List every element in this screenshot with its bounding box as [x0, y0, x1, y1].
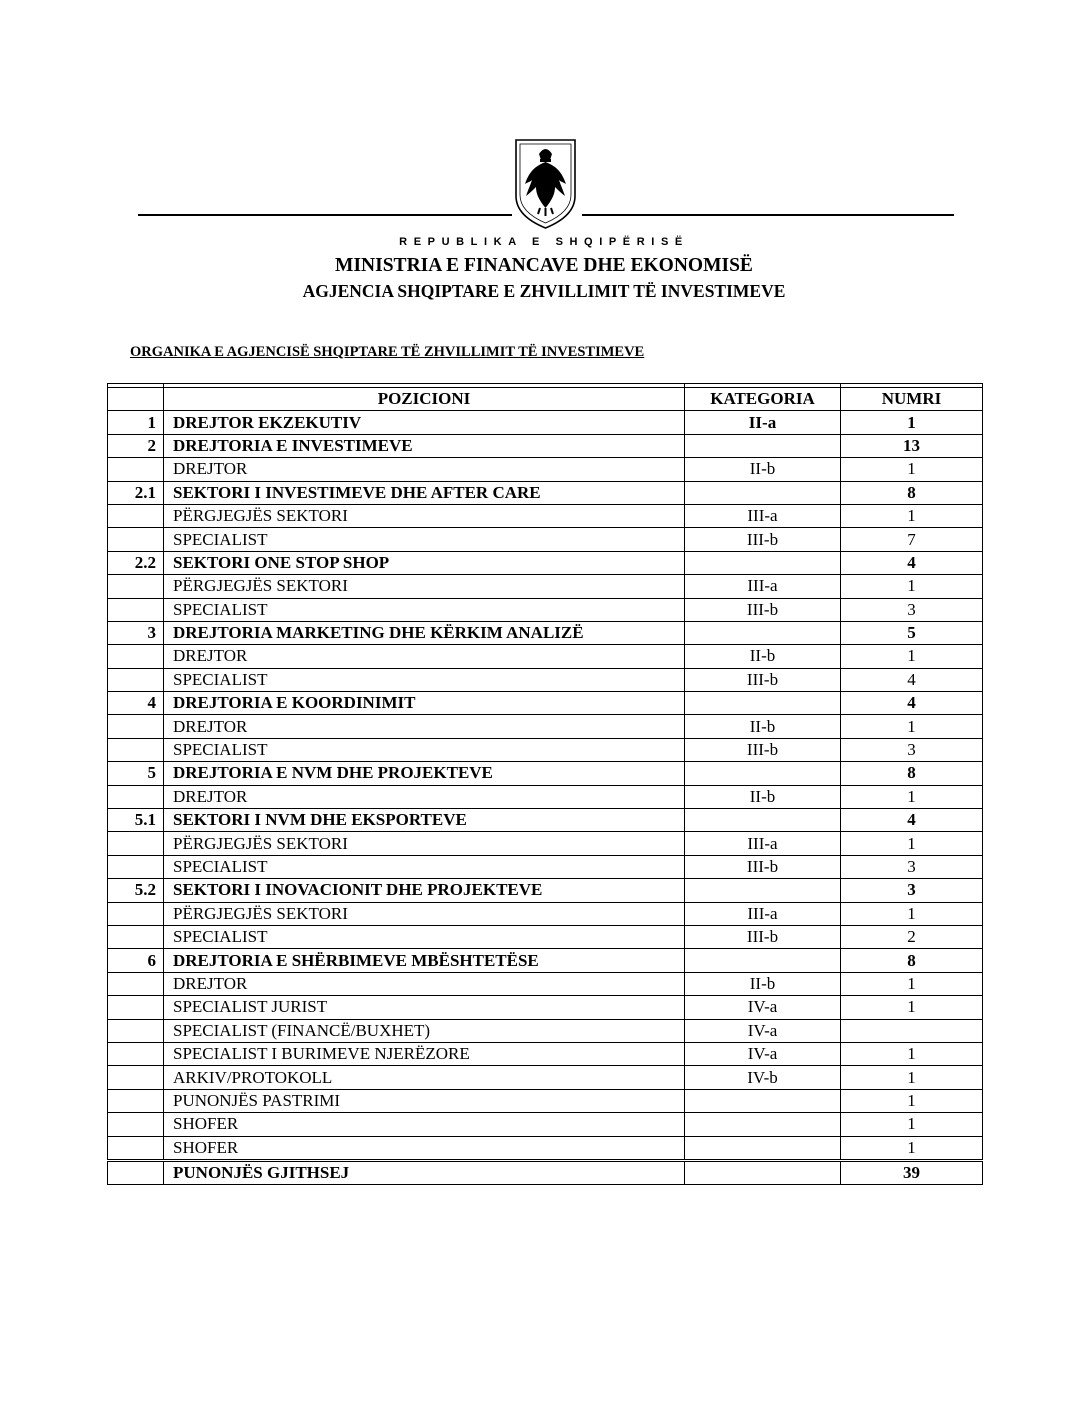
row-pozicioni: DREJTORIA MARKETING DHE KËRKIM ANALIZË [164, 621, 685, 644]
row-pozicioni: DREJTOR [164, 645, 685, 668]
table-row [108, 1019, 983, 1042]
row-number [108, 575, 164, 598]
row-number [108, 738, 164, 761]
row-number [108, 1019, 164, 1042]
table-row [108, 434, 983, 457]
header-numri: NUMRI [841, 388, 983, 411]
row-number: 2.2 [108, 551, 164, 574]
header-rule-left [138, 214, 512, 216]
row-numri: 1 [841, 1089, 983, 1112]
republic-name: REPUBLIKA E SHQIPËRISË [399, 236, 689, 248]
row-number [108, 832, 164, 855]
row-kategoria: II-b [685, 972, 841, 995]
table-total-row [108, 1160, 983, 1184]
row-numri: 8 [841, 762, 983, 785]
table-row [108, 855, 983, 878]
row-number [108, 668, 164, 691]
row-kategoria [685, 434, 841, 457]
table-row [108, 879, 983, 902]
row-number [108, 785, 164, 808]
row-number [108, 504, 164, 527]
row-pozicioni: SPECIALIST [164, 528, 685, 551]
row-kategoria: IV-a [685, 1019, 841, 1042]
row-number [108, 1089, 164, 1112]
row-pozicioni: SPECIALIST [164, 738, 685, 761]
row-pozicioni: DREJTOR [164, 458, 685, 481]
row-pozicioni: PËRGJEGJËS SEKTORI [164, 575, 685, 598]
row-number [108, 645, 164, 668]
table-header-row [108, 388, 983, 411]
table-row [108, 1042, 983, 1065]
table-row [108, 551, 983, 574]
row-number [108, 925, 164, 948]
row-pozicioni: SHOFER [164, 1136, 685, 1160]
table-row [108, 832, 983, 855]
row-number: 1 [108, 411, 164, 434]
row-numri: 1 [841, 458, 983, 481]
table-row [108, 762, 983, 785]
row-kategoria [685, 551, 841, 574]
row-numri: 1 [841, 902, 983, 925]
row-pozicioni: SPECIALIST JURIST [164, 996, 685, 1019]
row-kategoria [685, 1136, 841, 1160]
row-pozicioni: SPECIALIST [164, 925, 685, 948]
row-kategoria [685, 1113, 841, 1136]
row-number: 4 [108, 692, 164, 715]
row-number: 5.2 [108, 879, 164, 902]
table-row [108, 481, 983, 504]
row-number [108, 972, 164, 995]
row-numri: 1 [841, 996, 983, 1019]
row-kategoria [685, 762, 841, 785]
row-kategoria: II-b [685, 645, 841, 668]
row-pozicioni: SEKTORI ONE STOP SHOP [164, 551, 685, 574]
table-row [108, 458, 983, 481]
total-label: PUNONJËS GJITHSEJ [164, 1160, 685, 1184]
row-numri: 3 [841, 879, 983, 902]
table-row [108, 645, 983, 668]
row-number [108, 598, 164, 621]
table-row [108, 692, 983, 715]
row-numri: 13 [841, 434, 983, 457]
header-pozicioni: POZICIONI [164, 388, 685, 411]
row-pozicioni: DREJTOR [164, 715, 685, 738]
total-value: 39 [841, 1160, 983, 1184]
row-numri: 3 [841, 738, 983, 761]
row-kategoria: III-b [685, 738, 841, 761]
header-rule-right [582, 214, 954, 216]
row-numri: 1 [841, 1136, 983, 1160]
row-pozicioni: SEKTORI I NVM DHE EKSPORTEVE [164, 809, 685, 832]
table-row [108, 1089, 983, 1112]
row-numri: 5 [841, 621, 983, 644]
row-numri: 1 [841, 1066, 983, 1089]
table-row [108, 411, 983, 434]
table-row [108, 972, 983, 995]
row-kategoria: III-b [685, 855, 841, 878]
row-number: 5 [108, 762, 164, 785]
row-kategoria: III-a [685, 575, 841, 598]
row-number [108, 1136, 164, 1160]
row-kategoria: II-a [685, 411, 841, 434]
row-pozicioni: SEKTORI I INOVACIONIT DHE PROJEKTEVE [164, 879, 685, 902]
document-title: ORGANIKA E AGJENCISË SHQIPTARE TË ZHVILLIMIT TË INVESTIMEVE [130, 344, 645, 360]
row-pozicioni: DREJTORIA E NVM DHE PROJEKTEVE [164, 762, 685, 785]
row-pozicioni: DREJTOR [164, 972, 685, 995]
row-pozicioni: ARKIV/PROTOKOLL [164, 1066, 685, 1089]
row-kategoria: IV-a [685, 996, 841, 1019]
row-numri: 3 [841, 855, 983, 878]
row-kategoria: IV-b [685, 1066, 841, 1089]
table-row [108, 715, 983, 738]
table-row [108, 949, 983, 972]
row-numri: 1 [841, 645, 983, 668]
row-pozicioni: DREJTORIA E SHËRBIMEVE MBËSHTETËSE [164, 949, 685, 972]
row-pozicioni: SPECIALIST [164, 668, 685, 691]
ministry-name: MINISTRIA E FINANCAVE DHE EKONOMISË [335, 255, 753, 276]
row-numri: 1 [841, 1113, 983, 1136]
row-kategoria: III-a [685, 504, 841, 527]
row-pozicioni: SPECIALIST [164, 598, 685, 621]
header-kategoria: KATEGORIA [685, 388, 841, 411]
row-numri: 7 [841, 528, 983, 551]
row-numri: 1 [841, 972, 983, 995]
row-numri: 1 [841, 715, 983, 738]
row-numri: 4 [841, 668, 983, 691]
row-numri: 1 [841, 785, 983, 808]
row-kategoria [685, 949, 841, 972]
table-row [108, 668, 983, 691]
row-number [108, 1113, 164, 1136]
row-pozicioni: DREJTORIA E INVESTIMEVE [164, 434, 685, 457]
row-pozicioni: DREJTOR EKZEKUTIV [164, 411, 685, 434]
row-pozicioni: DREJTORIA E KOORDINIMIT [164, 692, 685, 715]
table-row [108, 738, 983, 761]
row-number [108, 1066, 164, 1089]
row-pozicioni: PËRGJEGJËS SEKTORI [164, 832, 685, 855]
table-row [108, 575, 983, 598]
row-number [108, 855, 164, 878]
row-kategoria [685, 1089, 841, 1112]
row-numri: 1 [841, 504, 983, 527]
row-pozicioni: SPECIALIST (FINANCË/BUXHET) [164, 1019, 685, 1042]
row-numri: 3 [841, 598, 983, 621]
row-kategoria: II-b [685, 458, 841, 481]
row-kategoria: III-a [685, 832, 841, 855]
table-row [108, 785, 983, 808]
row-kategoria [685, 621, 841, 644]
row-numri: 1 [841, 575, 983, 598]
row-number [108, 1042, 164, 1065]
row-kategoria: III-b [685, 668, 841, 691]
row-pozicioni: SPECIALIST I BURIMEVE NJERËZORE [164, 1042, 685, 1065]
table-row [108, 528, 983, 551]
row-kategoria: III-b [685, 528, 841, 551]
total-number [108, 1160, 164, 1184]
row-number [108, 458, 164, 481]
row-kategoria: II-b [685, 785, 841, 808]
row-number: 3 [108, 621, 164, 644]
row-pozicioni: SPECIALIST [164, 855, 685, 878]
row-numri: 1 [841, 1042, 983, 1065]
row-number [108, 996, 164, 1019]
row-numri: 1 [841, 832, 983, 855]
row-kategoria: III-b [685, 598, 841, 621]
table-row [108, 809, 983, 832]
row-pozicioni: SHOFER [164, 1113, 685, 1136]
albanian-coat-of-arms-icon [513, 132, 578, 230]
row-numri: 4 [841, 809, 983, 832]
row-number: 2.1 [108, 481, 164, 504]
table-row [108, 902, 983, 925]
header-number [108, 388, 164, 411]
row-numri: 2 [841, 925, 983, 948]
row-number: 2 [108, 434, 164, 457]
table-row [108, 996, 983, 1019]
row-kategoria [685, 809, 841, 832]
table-row [108, 504, 983, 527]
row-kategoria [685, 879, 841, 902]
row-numri: 8 [841, 481, 983, 504]
row-kategoria: II-b [685, 715, 841, 738]
row-pozicioni: PËRGJEGJËS SEKTORI [164, 504, 685, 527]
row-number [108, 902, 164, 925]
row-number: 5.1 [108, 809, 164, 832]
row-numri [841, 1019, 983, 1042]
row-numri: 8 [841, 949, 983, 972]
row-number: 6 [108, 949, 164, 972]
table-row [108, 1136, 983, 1160]
row-numri: 4 [841, 551, 983, 574]
row-kategoria [685, 481, 841, 504]
row-pozicioni: SEKTORI I INVESTIMEVE DHE AFTER CARE [164, 481, 685, 504]
row-numri: 4 [841, 692, 983, 715]
row-pozicioni: PËRGJEGJËS SEKTORI [164, 902, 685, 925]
row-number [108, 715, 164, 738]
table-row [108, 598, 983, 621]
total-kategoria [685, 1160, 841, 1184]
table-row [108, 1066, 983, 1089]
row-kategoria [685, 692, 841, 715]
agency-name: AGJENCIA SHQIPTARE E ZHVILLIMIT TË INVESTIMEVE [302, 281, 786, 301]
row-numri: 1 [841, 411, 983, 434]
row-kategoria: III-b [685, 925, 841, 948]
table-row [108, 925, 983, 948]
row-pozicioni: PUNONJËS PASTRIMI [164, 1089, 685, 1112]
table-row [108, 621, 983, 644]
row-pozicioni: DREJTOR [164, 785, 685, 808]
organization-table [107, 383, 983, 1185]
row-kategoria: IV-a [685, 1042, 841, 1065]
row-kategoria: III-a [685, 902, 841, 925]
row-number [108, 528, 164, 551]
table-row [108, 1113, 983, 1136]
